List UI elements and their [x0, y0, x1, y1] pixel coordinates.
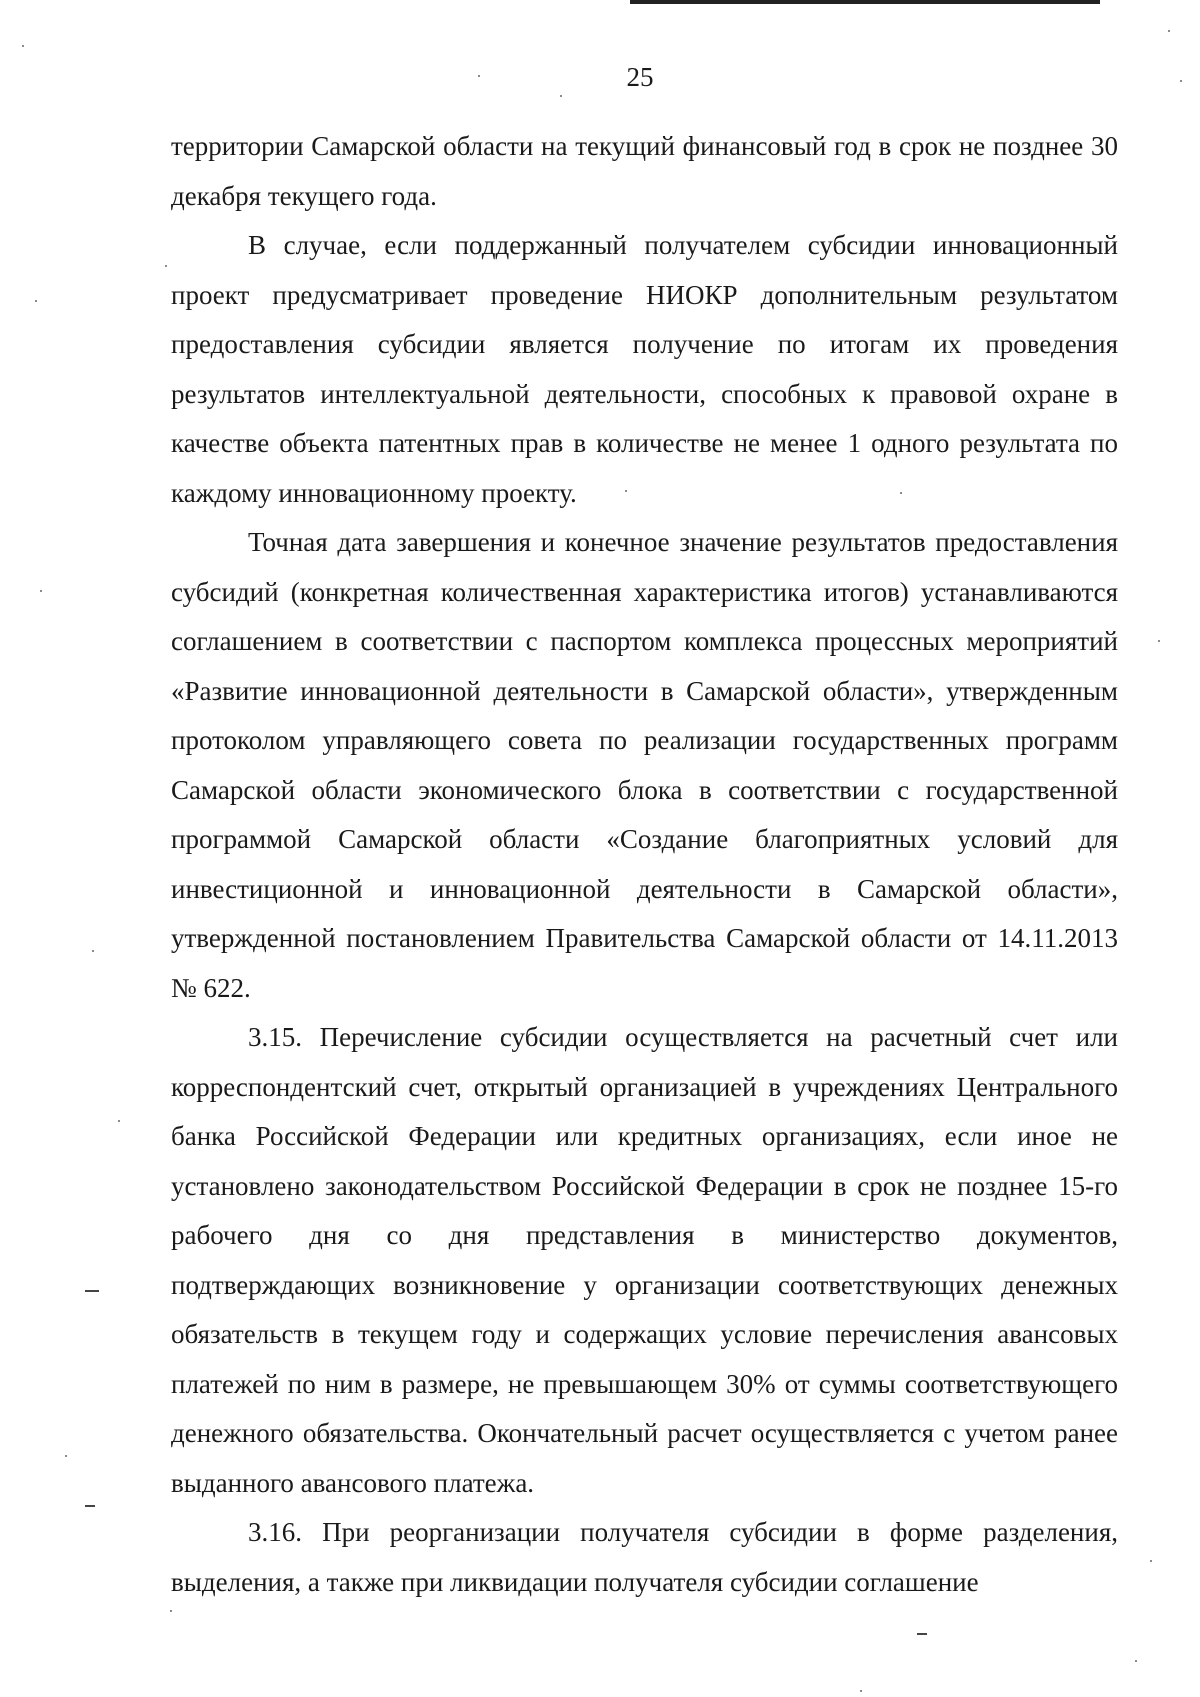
scan-speck: [1168, 30, 1170, 32]
scan-speck: [22, 45, 24, 47]
page-number: 25: [626, 62, 654, 92]
scan-speck: [1180, 80, 1182, 82]
scan-speck: [900, 492, 902, 494]
paragraph-3-16-reorganization: 3.16. При реорганизации получателя субсидии в форме разделения, выделения, а также при ликвидации получателя субсидии соглашение: [171, 1517, 1118, 1597]
scan-speck: [1150, 1560, 1152, 1562]
scan-speck: [1158, 640, 1160, 642]
scan-speck: [170, 1610, 172, 1612]
scan-mark: [917, 1633, 927, 1635]
scan-speck: [92, 950, 94, 952]
scan-mark: [85, 1505, 95, 1507]
document-body: [171, 122, 1118, 1607]
scan-speck: [40, 590, 42, 592]
scan-speck: [478, 75, 480, 77]
scan-speck: [860, 1690, 862, 1692]
paragraph-completion-date: Точная дата завершения и конечное значение результатов предоставления субсидий (конкретная количественная характеристика итогов) устанавливаются соглашением в соответствии с паспортом комплекса процессных мероприятий «Развитие инновационной деятельности в Самарской области», утвержденным протоколом управляющего совета по реализации государственных программ Самарской области экономического блока в соответствии с государственной программой Самарской области «Создание благоприятных условий для инвестиционной и инновационной деятельности в Самарской области», утвержденной постановлением Правительства Самарской области от 14.11.2013 № 622.: [171, 527, 1118, 1003]
scan-speck: [165, 265, 167, 267]
paragraph-niokr-result: В случае, если поддержанный получателем субсидии инновационный проект предусматривает проведение НИОКР дополнительным результатом предоставления субсидии является получение по итогам их проведения результатов интеллектуальной деятельности, способных к правовой охране в качестве объекта патентных прав в количестве не менее 1 одного результата по каждому инновационному проекту.: [171, 230, 1118, 508]
scan-top-border: [630, 0, 1100, 4]
scan-speck: [65, 1455, 67, 1457]
paragraph-3-15-transfer: 3.15. Перечисление субсидии осуществляется на расчетный счет или корреспондентский счет, открытый организацией в учреждениях Центрального банка Российской Федерации или кредитных организациях, если иное не установлено законодательством Российской Федерации в срок не позднее 15-го рабочего дня со дня представления в министерство документов, подтверждающих возникновение у организации соответствующих денежных обязательств в текущем году и содержащих условие перечисления авансовых платежей по ним в размере, не превышающем 30% от суммы соответствующего денежного обязательства. Окончательный расчет осуществляется с учетом ранее выданного авансового платежа.: [171, 1022, 1118, 1498]
scan-speck: [1135, 1660, 1137, 1662]
scan-speck: [560, 95, 562, 97]
scan-speck: [35, 300, 37, 302]
scan-speck: [625, 490, 627, 492]
scan-speck: [118, 1120, 120, 1122]
paragraph-continuation: территории Самарской области на текущий финансовый год в срок не позднее 30 декабря текущего года.: [171, 131, 1118, 211]
scan-mark: [85, 1290, 99, 1292]
